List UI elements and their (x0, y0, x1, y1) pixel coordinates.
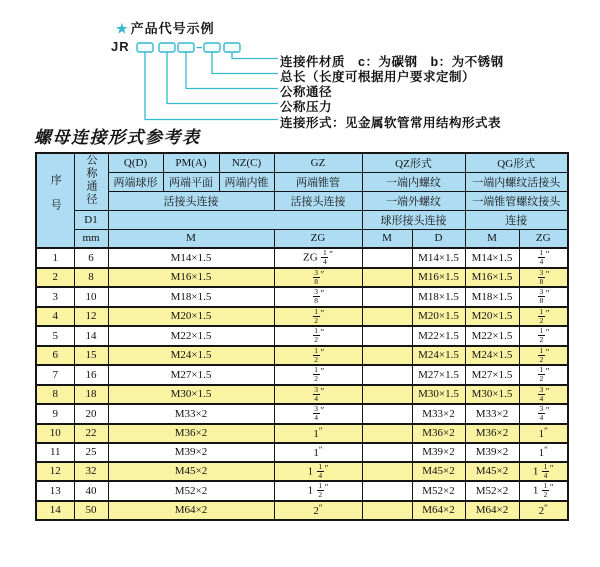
cell-qz-m (362, 424, 412, 443)
cell-qg-zg: 2″ (519, 501, 568, 520)
cell-qz-m (362, 307, 412, 327)
cell-dn-mm: 25 (74, 443, 108, 462)
connector-line-1 (232, 52, 278, 59)
cell-m-thread: M24×1.5 (108, 346, 274, 366)
cell-dn-mm: 16 (74, 365, 108, 385)
table-header (36, 153, 568, 248)
star-icon: ★ (116, 21, 129, 36)
cell-qg-m: M36×2 (465, 424, 519, 443)
fraction: $\frac{1}{4}$ (543, 461, 548, 480)
cell-seq: 6 (36, 346, 74, 366)
code-box-5 (224, 43, 240, 52)
header-col-gz: GZ (274, 153, 362, 172)
fraction: $\frac{1}{2}$ (539, 326, 544, 345)
cell-gz-zg (274, 287, 362, 307)
cell-seq: 1 (36, 248, 74, 268)
table-title: 螺母连接形式参考表 (34, 128, 201, 147)
fraction: $\frac{1}{2}$ (539, 306, 544, 325)
inch-mark: ″ (545, 366, 550, 377)
cell-qz-d: M18×1.5 (412, 287, 465, 307)
cell-m-thread: M20×1.5 (108, 307, 274, 327)
cell-seq: 4 (36, 307, 74, 327)
table-row (36, 404, 568, 424)
cell-dn-mm: 15 (74, 346, 108, 366)
inch-mark: ″ (318, 426, 323, 436)
cell-dn-mm: 12 (74, 307, 108, 327)
cell-seq: 7 (36, 365, 74, 385)
cell-qz-m (362, 365, 412, 385)
cell-qz-m (362, 385, 412, 405)
cell-gz-zg (274, 404, 362, 424)
cell-qz-m (362, 443, 412, 462)
cell-seq: 11 (36, 443, 74, 462)
cell-gz-zg: 1 $\frac{1}{2}$ ″ (274, 481, 362, 501)
inch-mark: ″ (320, 288, 325, 299)
header-pm-desc: 两端平面 (163, 172, 219, 191)
header-d1-span (108, 210, 362, 229)
cell-dn-mm: 8 (74, 268, 108, 288)
header-qg-zg: ZG (519, 229, 568, 248)
table-row (36, 385, 568, 405)
inch-mark: ″ (320, 405, 325, 416)
fraction: $\frac{1}{4}$ (322, 248, 327, 267)
fraction: $\frac{1}{2}$ (539, 345, 544, 364)
cell-qz-d: M45×2 (412, 462, 465, 482)
cell-qg-zg (519, 287, 568, 307)
cell-qg-zg (519, 365, 568, 385)
header-union-connection: 活接头连接 (108, 191, 274, 210)
fraction: $\frac{3}{4}$ (539, 384, 544, 403)
cell-qg-zg (519, 346, 568, 366)
fraction: $\frac{1}{4}$ (318, 461, 323, 480)
code-box-4 (204, 43, 220, 52)
inch-mark: ″ (320, 385, 325, 396)
header-qg-m: M (465, 229, 519, 248)
cell-qz-d: M20×1.5 (412, 307, 465, 327)
header-col-qz: QZ形式 (362, 153, 465, 172)
cell-qz-d: M14×1.5 (412, 248, 465, 268)
inch-mark: ″ (320, 327, 325, 338)
header-qz-d: D (412, 229, 465, 248)
fraction: $\frac{3}{4}$ (314, 404, 318, 423)
cell-qg-zg: 1″ (519, 443, 568, 462)
fraction: $\frac{1}{2}$ (539, 365, 544, 384)
header-qz-connection: 球形接头连接 (362, 210, 465, 229)
table-body (36, 248, 568, 520)
table-row (36, 326, 568, 346)
header-d1: D1 (74, 210, 108, 229)
fraction: $\frac{1}{2}$ (543, 481, 548, 500)
inch-mark: ″ (318, 445, 323, 455)
header-qz-desc2: 一端外螺纹 (362, 191, 465, 210)
header-qg-desc1: 一端内螺纹活接头 (465, 172, 568, 191)
header-qg-connection: 连接 (465, 210, 568, 229)
header-mm: mm (74, 229, 108, 248)
header-gz-connection: 活接头连接 (274, 191, 362, 210)
inch-mark: ″ (549, 482, 554, 493)
header-nz-desc: 两端内锥 (219, 172, 274, 191)
header-qz-m: M (362, 229, 412, 248)
cell-m-thread: M14×1.5 (108, 248, 274, 268)
cell-m-thread: M27×1.5 (108, 365, 274, 385)
header-qz-desc1: 一端内螺纹 (362, 172, 465, 191)
cell-qz-d: M52×2 (412, 481, 465, 501)
cell-qg-zg (519, 326, 568, 346)
inch-mark: ″ (549, 462, 554, 473)
code-box-3 (178, 43, 194, 52)
cell-qg-m: M30×1.5 (465, 385, 519, 405)
inch-mark: ″ (324, 462, 329, 473)
cell-gz-zg: 2″ (274, 501, 362, 520)
code-box-2 (159, 43, 175, 52)
cell-gz-zg: 1 $\frac{1}{4}$ ″ (274, 462, 362, 482)
cell-gz-zg (274, 346, 362, 366)
cell-dn-mm: 32 (74, 462, 108, 482)
cell-qz-d: M16×1.5 (412, 268, 465, 288)
cell-seq: 12 (36, 462, 74, 482)
table-row (36, 424, 568, 443)
connector-line-4 (167, 52, 278, 104)
cell-dn-mm: 6 (74, 248, 108, 268)
cell-qg-zg (519, 268, 568, 288)
inch-mark: ″ (545, 405, 550, 416)
cell-qz-m (362, 481, 412, 501)
header-q-desc: 两端球形 (108, 172, 163, 191)
cell-qg-m: M14×1.5 (465, 248, 519, 268)
header-m: M (108, 229, 274, 248)
cell-m-thread: M18×1.5 (108, 287, 274, 307)
cell-qz-m (362, 404, 412, 424)
inch-mark: ″ (324, 482, 329, 493)
cell-qg-m: M45×2 (465, 462, 519, 482)
cell-qz-d: M64×2 (412, 501, 465, 520)
cell-gz-zg (274, 268, 362, 288)
fraction: $\frac{3}{4}$ (539, 404, 544, 423)
cell-qg-m: M27×1.5 (465, 365, 519, 385)
cell-m-thread: M16×1.5 (108, 268, 274, 288)
header-col-q: Q(D) (108, 153, 163, 172)
cell-qg-zg: 1 $\frac{1}{2}$ ″ (519, 481, 568, 501)
header-qg-desc2: 一端锥管螺纹接头 (465, 191, 568, 210)
cell-seq: 2 (36, 268, 74, 288)
header-gz-desc: 两端锥管 (274, 172, 362, 191)
cell-m-thread: M33×2 (108, 404, 274, 424)
cell-gz-zg: ZG $\frac{1}{4}$ ″ (274, 248, 362, 268)
cell-qg-m: M64×2 (465, 501, 519, 520)
table-row (36, 287, 568, 307)
header-gz-zg: ZG (274, 229, 362, 248)
fraction: $\frac{3}{8}$ (539, 267, 544, 286)
code-label-material: 连接件材质 c：为碳钢 b：为不锈钢 (280, 55, 504, 69)
cell-qz-d: M27×1.5 (412, 365, 465, 385)
cell-qz-m (362, 287, 412, 307)
header-nominal-diameter: 公称通径 (74, 153, 108, 210)
table-row (36, 248, 568, 268)
cell-seq: 5 (36, 326, 74, 346)
cell-qz-d: M33×2 (412, 404, 465, 424)
cell-m-thread: M30×1.5 (108, 385, 274, 405)
fraction: $\frac{3}{8}$ (539, 287, 544, 306)
table-row (36, 481, 568, 501)
fraction: $\frac{1}{4}$ (539, 248, 544, 267)
code-label-connection: 连接形式：见金属软管常用结构形式表 (280, 116, 502, 130)
cell-dn-mm: 20 (74, 404, 108, 424)
header-col-qg: QG形式 (465, 153, 568, 172)
cell-gz-zg (274, 365, 362, 385)
inch-mark: ″ (320, 268, 325, 279)
nut-connection-table (35, 152, 569, 521)
cell-qg-m: M22×1.5 (465, 326, 519, 346)
cell-qz-d: M39×2 (412, 443, 465, 462)
inch-mark: ″ (545, 346, 550, 357)
cell-dn-mm: 18 (74, 385, 108, 405)
cell-qz-m (362, 248, 412, 268)
cell-gz-zg (274, 385, 362, 405)
cell-qz-m (362, 462, 412, 482)
cell-dn-mm: 22 (74, 424, 108, 443)
table-row (36, 462, 568, 482)
code-box-1 (137, 43, 153, 52)
fraction: $\frac{3}{4}$ (314, 384, 318, 403)
cell-qg-m: M24×1.5 (465, 346, 519, 366)
fraction: $\frac{3}{8}$ (314, 287, 318, 306)
header-col-pm: PM(A) (163, 153, 219, 172)
table-row (36, 501, 568, 520)
cell-dn-mm: 40 (74, 481, 108, 501)
inch-mark: ″ (545, 385, 550, 396)
cell-m-thread: M36×2 (108, 424, 274, 443)
connector-line-2 (212, 52, 278, 74)
inch-mark: ″ (329, 249, 333, 260)
inch-mark: ″ (545, 307, 550, 318)
cell-seq: 3 (36, 287, 74, 307)
cell-m-thread: M39×2 (108, 443, 274, 462)
fraction: $\frac{1}{2}$ (314, 365, 318, 384)
diagram-title-text: 产品代号示例 (130, 21, 215, 36)
cell-seq: 9 (36, 404, 74, 424)
cell-qz-d: M24×1.5 (412, 346, 465, 366)
cell-qz-d: M22×1.5 (412, 326, 465, 346)
header-seq: 序号 (36, 153, 74, 248)
cell-qg-m: M52×2 (465, 481, 519, 501)
inch-mark: ″ (545, 268, 550, 279)
table-row (36, 268, 568, 288)
cell-qz-m (362, 268, 412, 288)
inch-mark: ″ (320, 366, 325, 377)
table-row (36, 346, 568, 366)
cell-qg-zg: 1″ (519, 424, 568, 443)
table-row (36, 307, 568, 327)
cell-seq: 14 (36, 501, 74, 520)
fraction: $\frac{3}{8}$ (314, 267, 318, 286)
cell-gz-zg: 1″ (274, 424, 362, 443)
cell-qz-m (362, 501, 412, 520)
table-row (36, 365, 568, 385)
cell-qg-m: M18×1.5 (465, 287, 519, 307)
fraction: $\frac{1}{2}$ (314, 345, 318, 364)
diagram-title (116, 18, 215, 37)
cell-m-thread: M45×2 (108, 462, 274, 482)
fraction: $\frac{1}{2}$ (314, 326, 318, 345)
cell-qg-m: M33×2 (465, 404, 519, 424)
cell-qg-m: M39×2 (465, 443, 519, 462)
cell-seq: 13 (36, 481, 74, 501)
inch-mark: ″ (545, 249, 550, 260)
cell-m-thread: M52×2 (108, 481, 274, 501)
cell-gz-zg: 1″ (274, 443, 362, 462)
cell-seq: 8 (36, 385, 74, 405)
cell-qz-d: M36×2 (412, 424, 465, 443)
cell-seq: 10 (36, 424, 74, 443)
inch-mark: ″ (320, 346, 325, 357)
cell-qz-d: M30×1.5 (412, 385, 465, 405)
cell-gz-zg (274, 326, 362, 346)
cell-qg-m: M16×1.5 (465, 268, 519, 288)
cell-qg-zg (519, 307, 568, 327)
inch-mark: ″ (544, 503, 548, 513)
cell-qz-m (362, 346, 412, 366)
cell-qz-m (362, 326, 412, 346)
inch-mark: ″ (318, 503, 323, 513)
inch-mark: ″ (545, 327, 550, 338)
header-col-nz: NZ(C) (219, 153, 274, 172)
table-row (36, 443, 568, 462)
inch-mark: ″ (544, 426, 548, 436)
cell-qg-zg (519, 385, 568, 405)
cell-dn-mm: 50 (74, 501, 108, 520)
cell-dn-mm: 14 (74, 326, 108, 346)
fraction: $\frac{1}{2}$ (318, 481, 323, 500)
cell-qg-zg (519, 404, 568, 424)
code-label-diameter: 公称通径 (280, 85, 333, 99)
inch-mark: ″ (545, 288, 550, 299)
code-prefix: JR (111, 39, 130, 54)
fraction: $\frac{1}{2}$ (314, 306, 318, 325)
inch-mark: ″ (320, 307, 325, 318)
cell-dn-mm: 10 (74, 287, 108, 307)
inch-mark: ″ (544, 445, 548, 455)
cell-qg-zg (519, 248, 568, 268)
code-label-length: 总长（长度可根据用户要求定制） (280, 70, 476, 84)
code-label-pressure: 公称压力 (280, 100, 333, 114)
cell-qg-m: M20×1.5 (465, 307, 519, 327)
cell-qg-zg: 1 $\frac{1}{4}$ ″ (519, 462, 568, 482)
cell-m-thread: M64×2 (108, 501, 274, 520)
cell-m-thread: M22×1.5 (108, 326, 274, 346)
cell-gz-zg (274, 307, 362, 327)
